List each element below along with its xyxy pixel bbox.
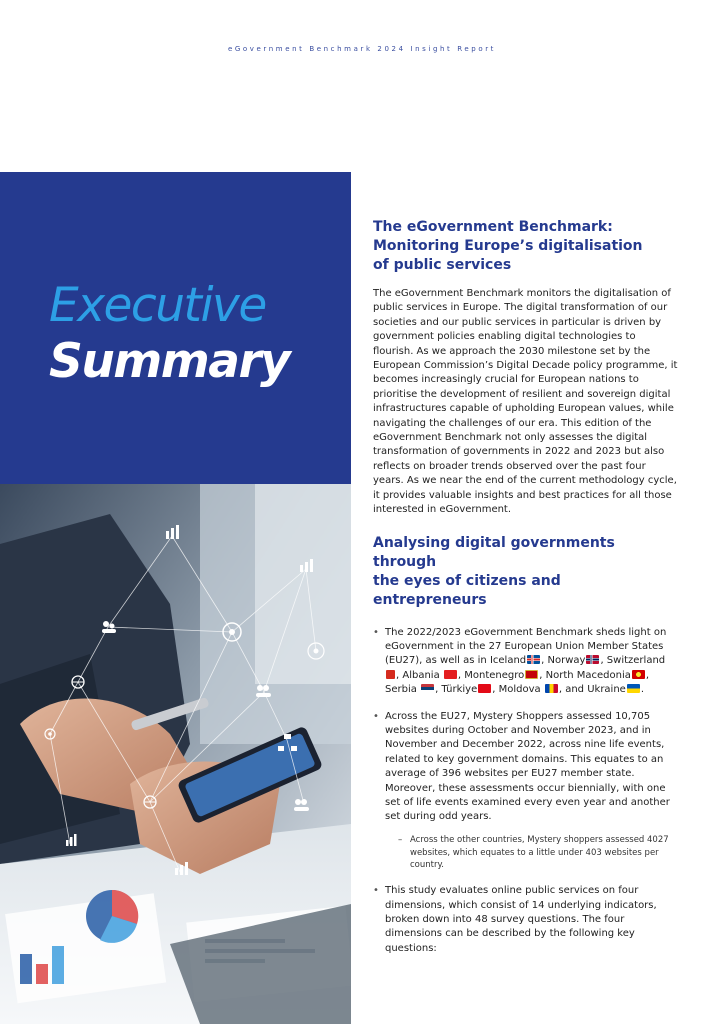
country-ukraine bbox=[587, 684, 641, 695]
albania-flag-icon bbox=[444, 670, 457, 679]
country-name: Albania bbox=[402, 669, 440, 681]
country-montenegro bbox=[464, 670, 539, 681]
country-moldova bbox=[499, 684, 559, 695]
sub-list-item bbox=[385, 834, 679, 872]
country-north-macedonia bbox=[546, 670, 646, 681]
heading-line: Analysing digital governments through bbox=[373, 534, 615, 570]
montenegro-flag-icon bbox=[525, 670, 538, 679]
country-name: Ukraine bbox=[587, 684, 626, 696]
separator: , bbox=[435, 684, 442, 696]
ukraine-flag-icon bbox=[627, 684, 640, 693]
separator: , bbox=[396, 669, 403, 681]
country-name: Norway bbox=[547, 655, 586, 667]
separator: , bbox=[541, 655, 548, 667]
list-item bbox=[373, 884, 679, 956]
switzerland-flag-icon bbox=[386, 670, 395, 679]
section-heading-analysing bbox=[373, 534, 679, 610]
separator: . bbox=[640, 684, 645, 696]
list-item bbox=[373, 710, 679, 873]
hero-photo bbox=[0, 484, 351, 1024]
iceland-flag-icon bbox=[527, 655, 540, 664]
country-albania bbox=[402, 670, 458, 681]
separator: , bbox=[492, 684, 499, 696]
separator: , bbox=[600, 655, 607, 667]
heading-line: Monitoring Europe’s digitalisation bbox=[373, 238, 643, 254]
country-serbia bbox=[385, 684, 435, 695]
country-iceland bbox=[490, 655, 541, 666]
serbia-flag-icon bbox=[421, 684, 434, 693]
section-heading-benchmark bbox=[373, 218, 679, 275]
bullet-icon: • bbox=[373, 710, 379, 722]
heading-line: of public services bbox=[373, 257, 512, 273]
list-item bbox=[373, 626, 679, 698]
bullet-icon: • bbox=[373, 885, 379, 897]
title-line-2: Summary bbox=[49, 334, 290, 389]
separator: , bbox=[645, 669, 650, 681]
heading-line: The eGovernment Benchmark: bbox=[373, 219, 613, 235]
bullet-text: This study evaluates online public services on four dimensions, which consist of 14 underlying indicators, broken down into 48 survey questions. The four dimensions can be described by the following key questions: bbox=[385, 885, 657, 954]
sub-bullet-text: Across the other countries, Mystery shoppers assessed 4027 websites, which equates to a little under 403 websites per country. bbox=[410, 834, 669, 871]
country-name: Switzerland bbox=[606, 655, 666, 667]
country-name: Montenegro bbox=[464, 669, 525, 681]
separator: , bbox=[457, 669, 465, 681]
country-name: North Macedonia bbox=[545, 669, 631, 681]
separator: , bbox=[539, 669, 546, 681]
intro-paragraph: The eGovernment Benchmark monitors the digitalisation of public services in Europe. The digital transformation of our societies and our public services in particular is driven by government policies enabling digital technologies to flourish. As we approach the 2030 milestone set by the European Commission’s Digital Decade policy programme, it becomes increasingly crucial for European nations to prioritise the development of resilient and sovereign digital infrastructures capable of upholding European values, while navigating the challenges of our era. This edition of the eGovernment Benchmark not only assesses the digital transformation of governments in 2022 and 2023 but also reflects on broader trends observed over the past four years. As we near the end of the current methodology cycle, it provides valuable insights and best practices for all those interested in eGovernment. bbox=[373, 288, 678, 516]
country-name: Iceland bbox=[489, 655, 527, 667]
bullet-icon: • bbox=[373, 626, 379, 638]
bullet-list bbox=[373, 626, 679, 957]
turkiye-flag-icon bbox=[478, 684, 491, 693]
moldova-flag-icon bbox=[545, 684, 558, 693]
country-turkiye bbox=[441, 684, 492, 695]
bullet-text: The 2022/2023 eGovernment Benchmark sheds light on eGovernment in the 27 European Union Member States (EU27), as well as in bbox=[385, 626, 667, 667]
country-name: Serbia bbox=[385, 684, 417, 696]
country-name: Moldova bbox=[498, 684, 541, 696]
dash-icon: – bbox=[398, 834, 403, 845]
main-content bbox=[373, 218, 679, 968]
country-name: Türkiye bbox=[441, 684, 478, 696]
country-norway bbox=[548, 655, 601, 666]
heading-line: the eyes of citizens and entrepreneurs bbox=[373, 572, 561, 608]
title-line-1: Executive bbox=[49, 278, 266, 333]
north-macedonia-flag-icon bbox=[632, 670, 645, 679]
norway-flag-icon bbox=[586, 655, 599, 664]
separator: , and bbox=[558, 684, 588, 696]
page-title bbox=[49, 278, 289, 390]
running-head: eGovernment Benchmark 2024 Insight Report bbox=[227, 45, 497, 53]
bullet-text: Across the EU27, Mystery Shoppers assessed 10,705 websites during October and November 2023, and in November and December 2022, across nine life events, related to key government domains. This equates to an average of 396 websites per EU27 member state. Moreover, these assessments occur biennially, with one set of life events examined every even year and another set during odd years. bbox=[385, 710, 670, 823]
